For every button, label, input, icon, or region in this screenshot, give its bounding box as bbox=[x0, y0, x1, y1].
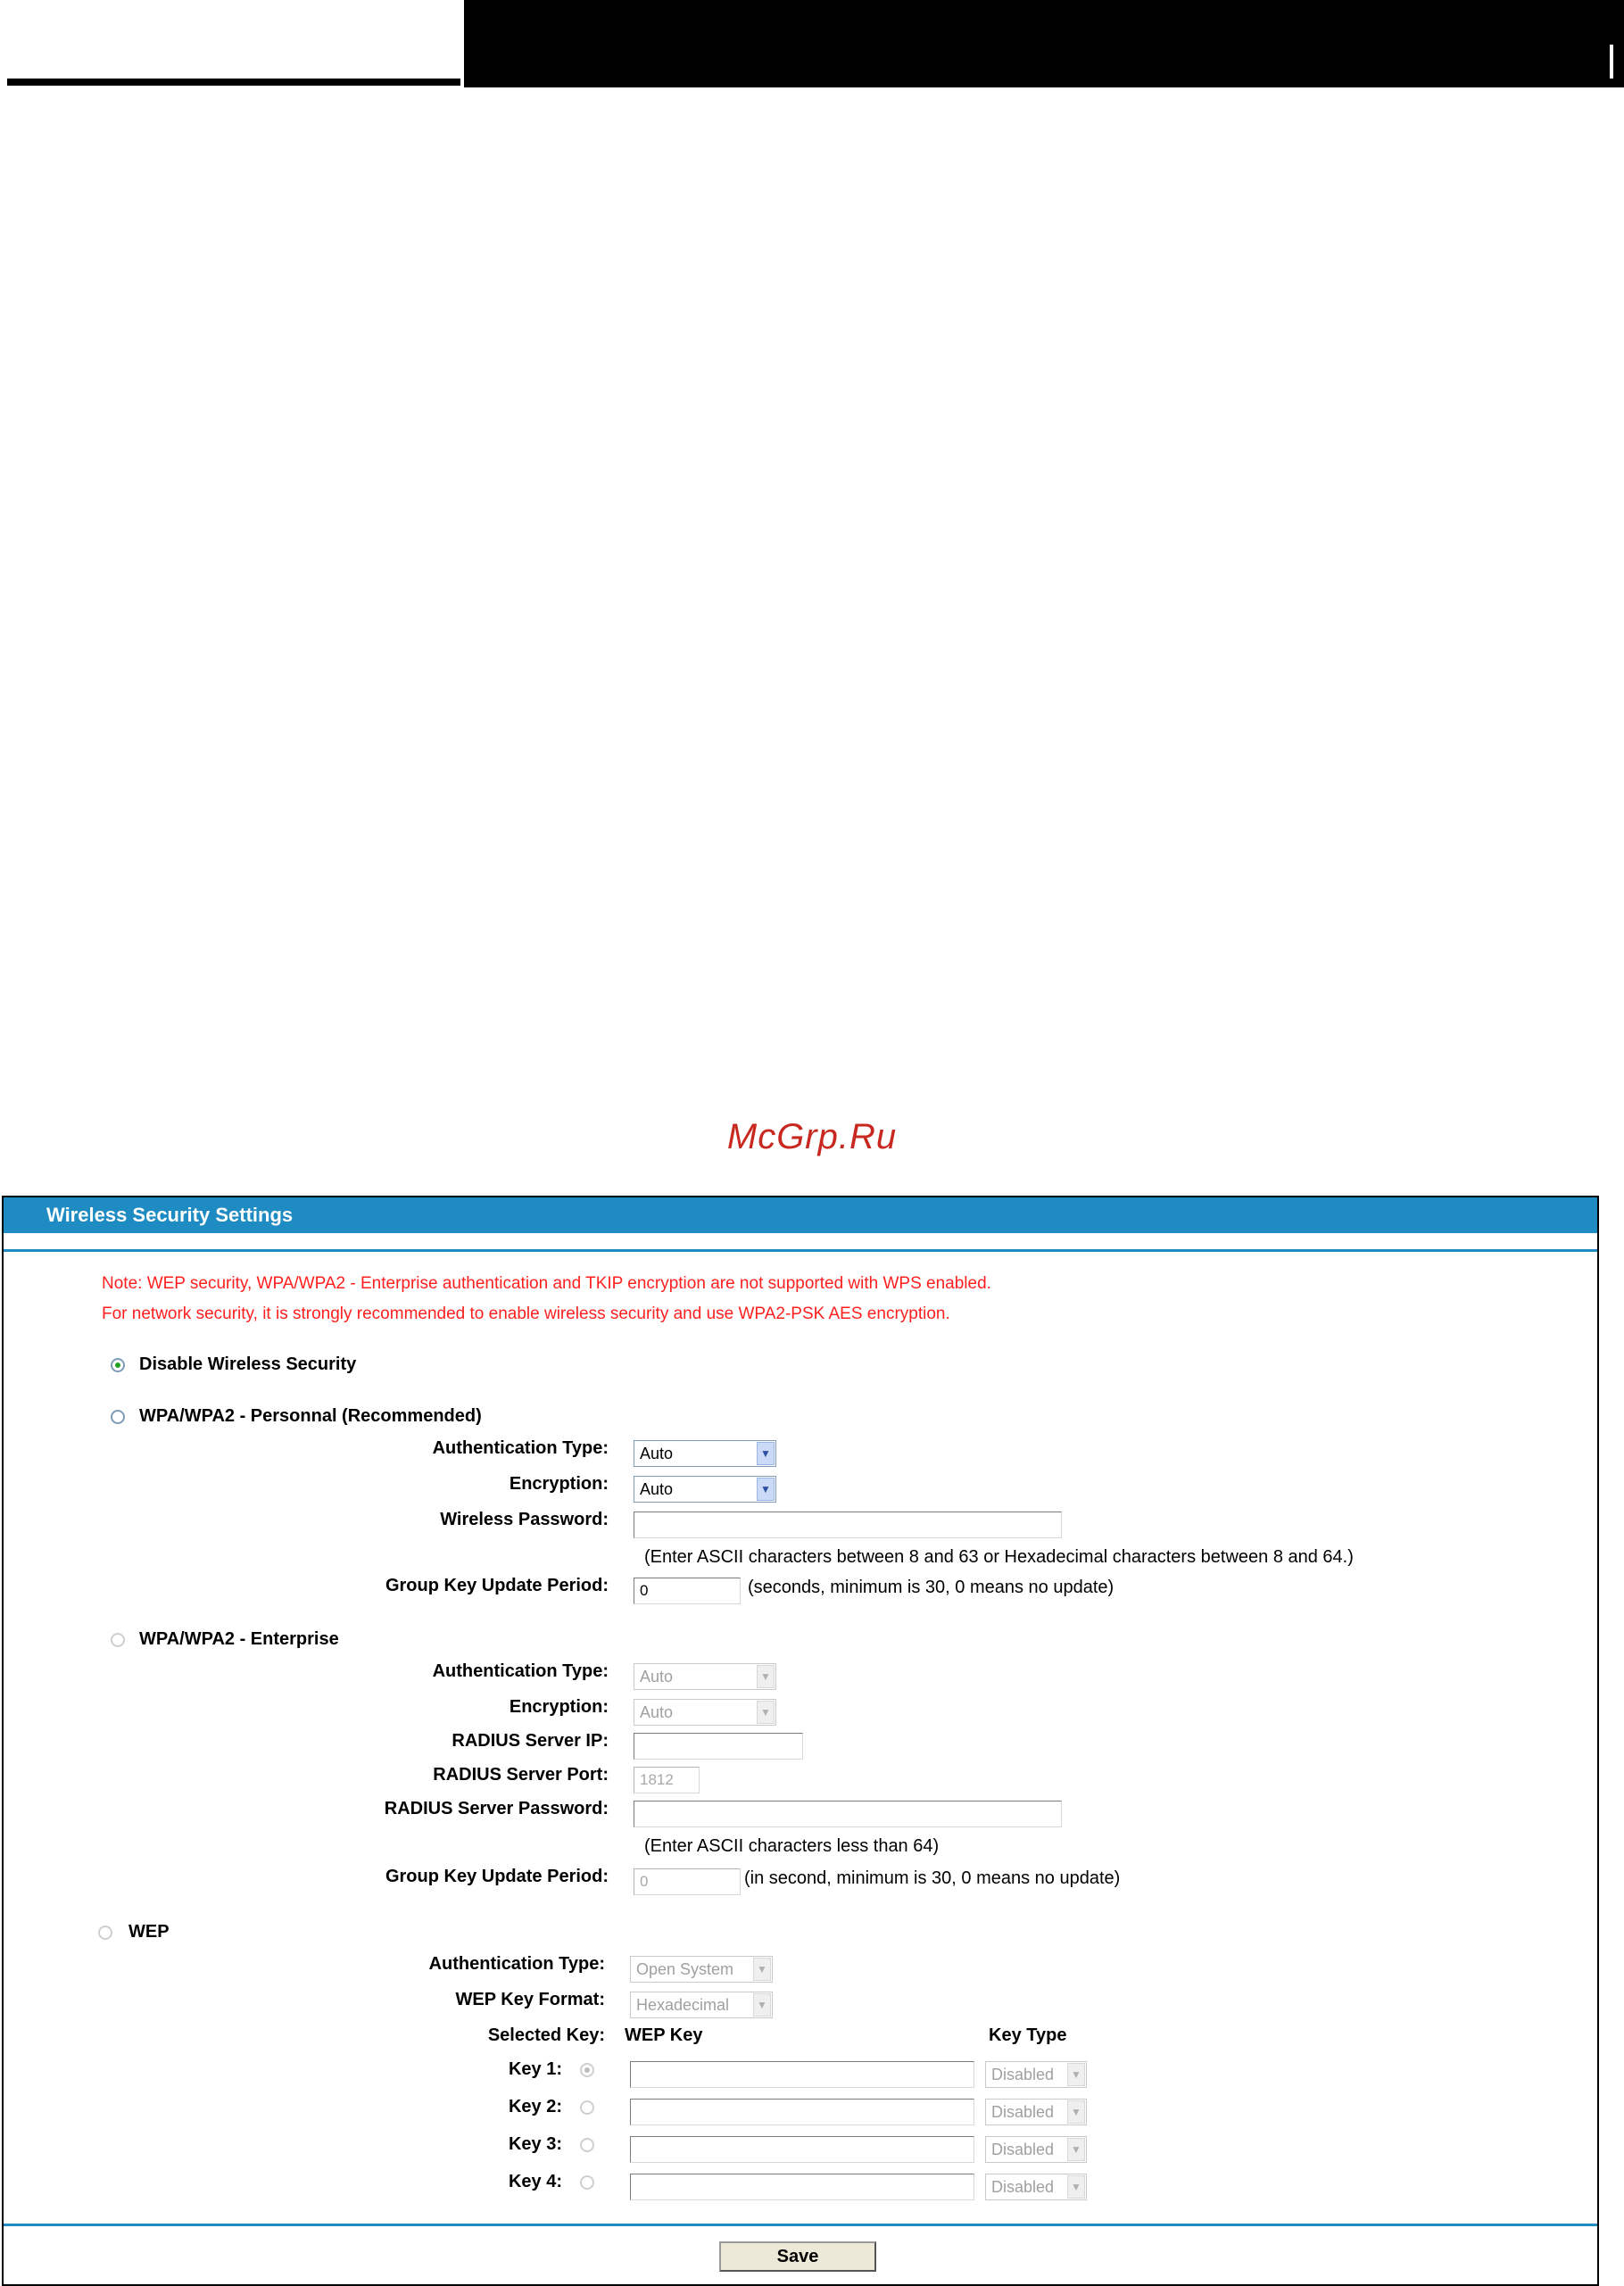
chevron-down-icon: ▼ bbox=[757, 1442, 775, 1465]
wireless-password-label: Wireless Password: bbox=[440, 1510, 609, 1529]
key-2-type-value: Disabled bbox=[991, 2103, 1055, 2121]
wep-auth-type-label: Authentication Type: bbox=[428, 1954, 605, 1974]
key-4-input[interactable] bbox=[630, 2174, 974, 2200]
radius-ip-label: RADIUS Server IP: bbox=[452, 1731, 609, 1751]
wep-key-format-select[interactable] bbox=[630, 1992, 773, 2018]
chevron-down-icon: ▼ bbox=[757, 1665, 775, 1688]
key-1-label: Key 1: bbox=[508, 2059, 562, 2079]
key-1-radio[interactable] bbox=[580, 2063, 594, 2077]
chevron-down-icon: ▼ bbox=[1067, 2138, 1085, 2161]
wep-auth-type-value: Open System bbox=[636, 1960, 734, 1978]
key-4-type-value: Disabled bbox=[991, 2178, 1055, 2196]
personal-auth-type-label: Authentication Type: bbox=[432, 1438, 609, 1458]
wpa-personal-radio[interactable] bbox=[111, 1410, 125, 1424]
key-4-label: Key 4: bbox=[508, 2172, 562, 2191]
key-3-label: Key 3: bbox=[508, 2134, 562, 2154]
key-4-radio[interactable] bbox=[580, 2175, 594, 2190]
key-2-label: Key 2: bbox=[508, 2097, 562, 2116]
chevron-down-icon: ▼ bbox=[753, 1958, 771, 1981]
personal-auth-type-select[interactable] bbox=[634, 1440, 776, 1467]
enterprise-encryption-label: Encryption: bbox=[509, 1697, 609, 1717]
selected-key-label: Selected Key: bbox=[487, 2025, 605, 2045]
key-type-header: Key Type bbox=[989, 2025, 1067, 2045]
key-3-type-value: Disabled bbox=[991, 2141, 1055, 2158]
personal-encryption-select[interactable] bbox=[634, 1476, 776, 1503]
wep-key-format-value: Hexadecimal bbox=[636, 1996, 730, 2014]
note-line-1: Note: WEP security, WPA/WPA2 - Enterprise authentication and TKIP encryption are not supported with WPS enabled. bbox=[102, 1274, 991, 1293]
chevron-down-icon: ▼ bbox=[1067, 2100, 1085, 2124]
chevron-down-icon: ▼ bbox=[757, 1701, 775, 1724]
key-1-type-select[interactable] bbox=[985, 2061, 1087, 2088]
wireless-password-hint: (Enter ASCII characters between 8 and 63 or Hexadecimal characters between 8 and 64.) bbox=[644, 1547, 1354, 1567]
wep-key-format-label: WEP Key Format: bbox=[455, 1990, 605, 2009]
personal-gkup-hint: (seconds, minimum is 30, 0 means no update) bbox=[748, 1578, 1114, 1597]
key-4-type-select[interactable] bbox=[985, 2174, 1087, 2200]
personal-encryption-label: Encryption: bbox=[509, 1474, 609, 1494]
wireless-security-panel bbox=[2, 1196, 1599, 2286]
enterprise-encryption-select[interactable] bbox=[634, 1699, 776, 1726]
chevron-down-icon: ▼ bbox=[753, 1993, 771, 2017]
personal-auth-type-value: Auto bbox=[640, 1445, 674, 1462]
title-underline bbox=[4, 1249, 1597, 1252]
note-line-2: For network security, it is strongly recommended to enable wireless security and use WPA2-PSK AES encryption. bbox=[102, 1305, 950, 1323]
wpa-enterprise-radio[interactable] bbox=[111, 1633, 125, 1647]
key-1-input[interactable] bbox=[630, 2061, 974, 2088]
wep-auth-type-select[interactable] bbox=[630, 1956, 773, 1983]
enterprise-auth-type-select[interactable] bbox=[634, 1663, 776, 1690]
wpa-personal-label: WPA/WPA2 - Personnal (Recommended) bbox=[139, 1406, 482, 1426]
enterprise-gkup-hint: (in second, minimum is 30, 0 means no update) bbox=[744, 1868, 1121, 1888]
footer-divider bbox=[4, 2224, 1597, 2226]
disable-security-label: Disable Wireless Security bbox=[139, 1354, 357, 1374]
personal-gkup-label: Group Key Update Period: bbox=[385, 1576, 609, 1595]
enterprise-auth-type-label: Authentication Type: bbox=[432, 1661, 609, 1681]
key-1-type-value: Disabled bbox=[991, 2066, 1055, 2083]
radius-password-input[interactable] bbox=[634, 1801, 1062, 1827]
key-3-type-select[interactable] bbox=[985, 2136, 1087, 2163]
header-rule bbox=[7, 79, 460, 86]
wep-label: WEP bbox=[128, 1922, 170, 1942]
panel-title: Wireless Security Settings bbox=[4, 1197, 1597, 1233]
key-2-input[interactable] bbox=[630, 2099, 974, 2125]
wep-key-header: WEP Key bbox=[625, 2025, 703, 2045]
radius-port-label: RADIUS Server Port: bbox=[433, 1765, 609, 1785]
wpa-enterprise-label: WPA/WPA2 - Enterprise bbox=[139, 1629, 339, 1649]
key-2-type-select[interactable] bbox=[985, 2099, 1087, 2125]
chevron-down-icon: ▼ bbox=[757, 1478, 775, 1501]
personal-encryption-value: Auto bbox=[640, 1480, 674, 1498]
enterprise-gkup-input[interactable]: 0 bbox=[634, 1868, 741, 1895]
personal-gkup-input[interactable]: 0 bbox=[634, 1578, 741, 1604]
header-bar bbox=[464, 0, 1624, 87]
radius-ip-input[interactable] bbox=[634, 1733, 803, 1760]
header-tick bbox=[1610, 45, 1613, 79]
enterprise-gkup-label: Group Key Update Period: bbox=[385, 1867, 609, 1886]
watermark: McGrp.Ru bbox=[726, 1117, 898, 1156]
radius-port-input[interactable]: 1812 bbox=[634, 1767, 700, 1793]
chevron-down-icon: ▼ bbox=[1067, 2063, 1085, 2086]
wireless-password-input[interactable] bbox=[634, 1512, 1062, 1538]
chevron-down-icon: ▼ bbox=[1067, 2175, 1085, 2199]
enterprise-encryption-value: Auto bbox=[640, 1703, 674, 1721]
disable-security-radio[interactable] bbox=[111, 1358, 125, 1372]
wep-radio[interactable] bbox=[98, 1926, 112, 1940]
key-3-input[interactable] bbox=[630, 2136, 974, 2163]
enterprise-auth-type-value: Auto bbox=[640, 1668, 674, 1686]
save-button[interactable]: Save bbox=[719, 2241, 876, 2272]
key-2-radio[interactable] bbox=[580, 2100, 594, 2115]
radius-password-label: RADIUS Server Password: bbox=[384, 1799, 609, 1818]
key-3-radio[interactable] bbox=[580, 2138, 594, 2152]
radius-password-hint: (Enter ASCII characters less than 64) bbox=[644, 1836, 940, 1856]
